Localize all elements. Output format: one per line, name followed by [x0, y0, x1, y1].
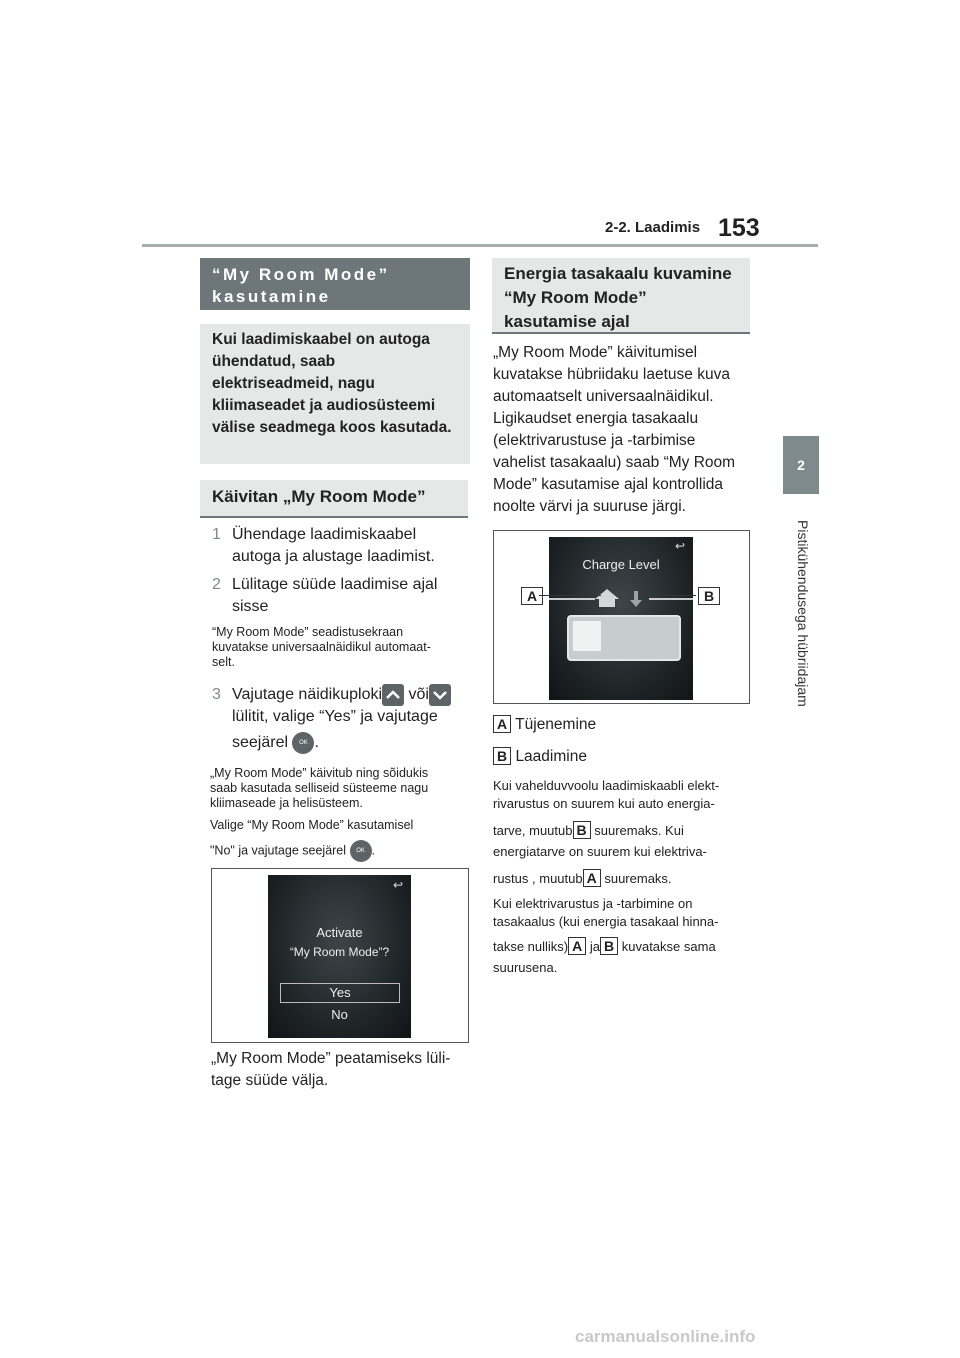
heading-line: Energia tasakaalu kuvamine	[504, 264, 732, 283]
energy-paragraph	[493, 342, 753, 518]
ok-button-icon: OK	[292, 732, 314, 754]
step-text-line: Ühendage laadimiskaabel	[232, 526, 417, 543]
note-line: saab kasutada selliseid süsteeme nagu	[210, 781, 429, 795]
note-line: Valige “My Room Mode” kasutamisel	[210, 818, 414, 832]
chapter-title-vertical	[762, 520, 842, 720]
callout-a: A	[521, 587, 543, 605]
legend-a-label: A	[493, 715, 511, 733]
no-option: No	[331, 1007, 348, 1022]
expl-text: tarve, muutub	[493, 823, 573, 838]
legend-b-text: Laadimine	[515, 748, 587, 765]
step-text-line	[232, 732, 319, 754]
step-2	[212, 574, 472, 624]
heading-my-room-mode: “My Room Mode” kasutamine	[200, 258, 470, 310]
note-activation	[210, 766, 472, 811]
stop-line: „My Room Mode” peatamiseks lüli-	[211, 1050, 451, 1067]
step-text-line	[232, 684, 451, 706]
note-text: .	[371, 843, 376, 858]
para-line: Mode” kasutamise ajal kontrollida	[493, 476, 724, 493]
heading-line: kasutamise ajal	[504, 312, 630, 331]
step-text-line: lülitit, valige “Yes” ja vajutage	[232, 708, 438, 725]
expl-line: tasakaalus (kui energia tasakaal hinna-	[493, 914, 719, 929]
battery-charge-fill	[573, 621, 601, 651]
expl-line: Kui vahelduvvoolu laadimiskaabli elekt-	[493, 778, 720, 793]
step-number: 1	[212, 526, 221, 543]
energy-arrows-icon	[549, 581, 693, 611]
expl-line: suurusena.	[493, 960, 558, 975]
note-line: „My Room Mode” käivitub ning sõidukis	[210, 766, 429, 780]
para-line: kuvatakse hübriidaku laetuse kuva	[493, 366, 730, 383]
step-1	[212, 524, 472, 574]
ok-button-icon: OK	[350, 840, 372, 862]
expl-line	[493, 821, 755, 843]
back-icon: ↩	[674, 539, 685, 553]
intro-box: Kui laadimiskaabel on autoga ühendatud, saab elektriseadmeid, nagu kliimaseadet ja audiosüsteemi välise seadmega koos kasutada.	[200, 324, 470, 464]
chapter-tab	[783, 436, 819, 494]
charge-level-title: Charge Level	[582, 557, 660, 572]
section-reference: 2-2. Laadimis	[605, 219, 701, 236]
para-line: vahelist tasakaalu) saab “My Room	[493, 454, 736, 471]
expl-line: Kui elektrivarustus ja -tarbimine on	[493, 896, 693, 911]
step-text: Vajutage näidikuploki	[232, 686, 383, 704]
heading-line: “My Room Mode”	[504, 288, 647, 307]
step-text-line: sisse	[232, 598, 269, 615]
activate-screen	[268, 875, 411, 1038]
chevron-down-icon	[429, 684, 451, 706]
inline-label-b: B	[600, 937, 618, 955]
activate-question: “My Room Mode”?	[289, 945, 390, 959]
expl-text: kuvatakse sama	[618, 939, 716, 954]
expl-line	[493, 869, 755, 895]
note-text: "No" ja vajutage seejärel	[210, 843, 347, 858]
back-icon: ↩	[392, 878, 403, 892]
activate-title: Activate	[316, 925, 363, 940]
para-line: noolte värvi ja suuruse järgi.	[493, 498, 686, 515]
step-text-line: autoga ja alustage laadimist.	[232, 548, 435, 565]
step-number: 2	[212, 576, 221, 593]
step-text-line: Lülitage süüde laadimise ajal	[232, 576, 438, 593]
figure-activate-screen	[211, 868, 469, 1043]
expl-text: suuremaks. Kui	[590, 823, 684, 838]
heading-energy-balance	[492, 258, 750, 334]
legend-a-text: Tüjenemine	[515, 716, 597, 733]
callout-a-line	[539, 595, 601, 596]
step-3	[212, 684, 474, 764]
battery-gauge	[567, 615, 681, 661]
note-line: selt.	[212, 655, 235, 669]
yes-option: Yes	[280, 983, 400, 1003]
para-line: „My Room Mode” käivitumisel	[493, 344, 698, 361]
expl-line: rivarustus on suurem kui auto energia-	[493, 796, 715, 811]
step-text: seejärel	[232, 734, 289, 752]
note-line: kliimaseade ja helisüsteem.	[210, 796, 363, 810]
expl-text: takse nulliks)	[493, 939, 569, 954]
expl-text: ja	[586, 939, 600, 954]
header-divider	[142, 244, 818, 247]
para-line: Ligikaudset energia tasakaalu	[493, 410, 699, 427]
callout-b: B	[698, 587, 720, 605]
note-cancel	[210, 818, 472, 862]
inline-label-a: A	[583, 869, 601, 887]
chapter-number: 2	[797, 457, 805, 473]
chevron-up-icon	[382, 684, 404, 706]
legend-b	[493, 746, 753, 768]
stop-line: tage süüde välja.	[211, 1072, 329, 1089]
chapter-title: Pistikühendusega hübriidajam	[795, 520, 811, 707]
inline-label-b: B	[573, 821, 591, 839]
step-text: või	[408, 686, 429, 704]
explanation-text	[493, 777, 755, 977]
para-line: automaatselt universaalnäidikul.	[493, 388, 714, 405]
step-text: .	[314, 734, 319, 752]
legend-a	[493, 714, 753, 736]
legend-b-label: B	[493, 747, 511, 765]
charge-level-screen	[549, 537, 693, 700]
expl-line: energiatarve on suurem kui elektriva-	[493, 844, 707, 859]
figure-charge-level	[493, 530, 750, 704]
inline-label-a: A	[568, 937, 586, 955]
step-number: 3	[212, 686, 221, 703]
footer-watermark: carmanualsonline.info	[575, 1327, 756, 1346]
expl-text: suuremaks.	[600, 871, 672, 886]
callout-b-line	[644, 595, 696, 596]
page-number: 153	[718, 214, 760, 242]
note-setup-screen	[212, 625, 472, 670]
para-line: (elektrivarustuse ja -tarbimise	[493, 432, 696, 449]
heading-start-my-room: Käivitan „My Room Mode”	[200, 480, 468, 518]
note-line: “My Room Mode” seadistusekraan	[212, 625, 404, 639]
expl-line	[493, 937, 755, 959]
stop-instruction	[211, 1048, 473, 1092]
expl-text: rustus , muutub	[493, 871, 583, 886]
note-line: kuvatakse universaalnäidikul automaat-	[212, 640, 431, 654]
note-line	[210, 840, 472, 862]
